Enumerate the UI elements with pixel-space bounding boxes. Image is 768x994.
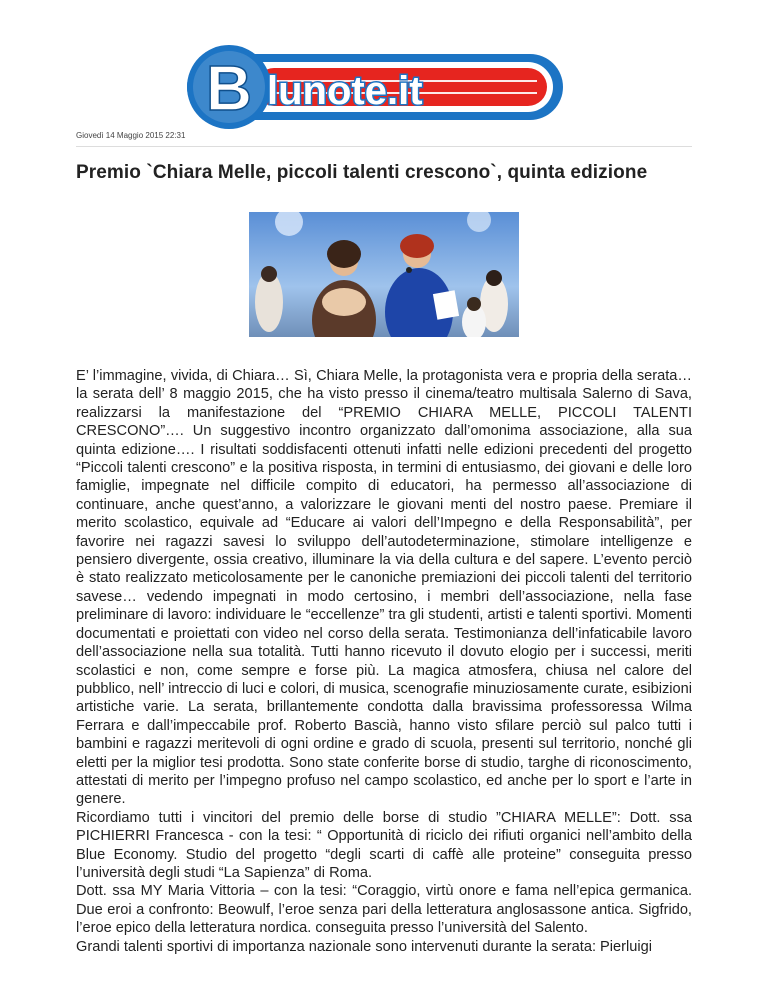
logo-dot: . xyxy=(386,69,399,113)
site-logo[interactable] xyxy=(185,42,565,132)
logo-tld: it xyxy=(398,69,423,113)
svg-text:lunote.it xyxy=(267,69,423,113)
article-paragraph: Grandi talenti sportivi di importanza nazionale sono intervenuti durante la serata: Pierluigi xyxy=(76,938,652,955)
article-title: Premio `Chiara Melle, piccoli talenti crescono`, quinta edizione xyxy=(76,162,648,183)
logo-word: lunote xyxy=(267,69,387,113)
header-divider xyxy=(76,146,692,147)
article-paragraph: E’ l’immagine, vivida, di Chiara… Sì, Chiara Melle, la protagonista vera e propria della serata…la serata dell’ 8 maggio 2015, che ha visto presso il cinema/teatro multisala Salerno di Sava, realizzarsi la manifestazione del “PREMIO CHIARA MELLE, PICCOLI TALENTI CRESCONO”…. Un suggestivo incontro organizzato dall’omonima associazione, alla sua quinta edizione…. I risultati soddisfacenti ottenuti infatti nelle edizioni precedenti del progetto “Piccoli talenti crescono” e la positiva risposta, in termini di entusiasmo, dei giovani e delle loro famiglie, impegnate nel difficile compito di educatori, ha permesso all’associazione di continuare, anche quest’anno, a valorizzare le giovani menti del nostro paese. Premiare il merito scolastico, equivale ad “Educare ai valori dell’Impegno e della Responsabilità”, per favorire nei ragazzi savesi lo sviluppo dell’autodeterminazione, stimolare intelligenze e pensiero divergente, ossia creativo, illuminare la via della cultura e del sapere. L’evento perciò è stato realizzato meticolosamente per le canoniche premiazioni dei piccoli talenti del territorio savese… vedendo impegnati in modo certosino, i membri dell’associazione, nella fase preliminare di lavoro: individuare le “eccellenze” tra gli studenti, artisti e talenti sportivi. Momenti documentati e proiettati con video nel corso della serata. Testimonianza dell’infaticabile lavoro dell’associazione nella sua totalità. Tutti hanno ricevuto il dovuto elogio per i successi, meriti scolastici e non, come sempre e forse più. La magica atmosfera, chiusa nel calore del pubblico, nell’ intreccio di luci e colori, di musica, scenografie minuziosamente curate, esibizioni artistiche varie. La serata, brillantemente condotta dalla bravissima professoressa Wilma Ferrara e dall’impeccabile prof. Roberto Bascià, hanno visto sfilare perciò sul palco tutti i bambini e ragazzi meritevoli di ogni ordine e grado di scuola, presenti sul territorio, nonché gli eletti per la miglior tesi prodotta. Sono state conferite borse di studio, targhe di riconoscimento, attestati di merito per l’impegno profuso nel campo scolastico, ed anche per lo sport e l’arte in genere. xyxy=(76,368,692,808)
logo-letter-b: B xyxy=(205,52,253,124)
article-paragraph: Dott. ssa MY Maria Vittoria – con la tesi: “Coraggio, virtù onore e fama nell’epica germanica. Due eroi a confronto: Beowulf, l’eroe senza pari della letteratura anglosassone antica. Sigfrido, l’eroe epico della letteratura nordica. conseguita presso l’università del Salento. xyxy=(76,883,692,937)
article-body xyxy=(76,367,692,956)
article-date: Giovedì 14 Maggio 2015 22:31 xyxy=(76,131,186,140)
article-photo[interactable] xyxy=(249,212,519,337)
article-paragraph: Ricordiamo tutti i vincitori del premio delle borse di studio ”CHIARA MELLE”: Dott. ssa PICHIERRI Francesca - con la tesi: “ Opportunità di riciclo dei rifiuti organici nell’ambito della Blue Economy. Studio del progetto “degli scarti di caffè alle proteine” conseguita presso l’università degli studi “La Sapienza” di Roma. xyxy=(76,809,692,881)
